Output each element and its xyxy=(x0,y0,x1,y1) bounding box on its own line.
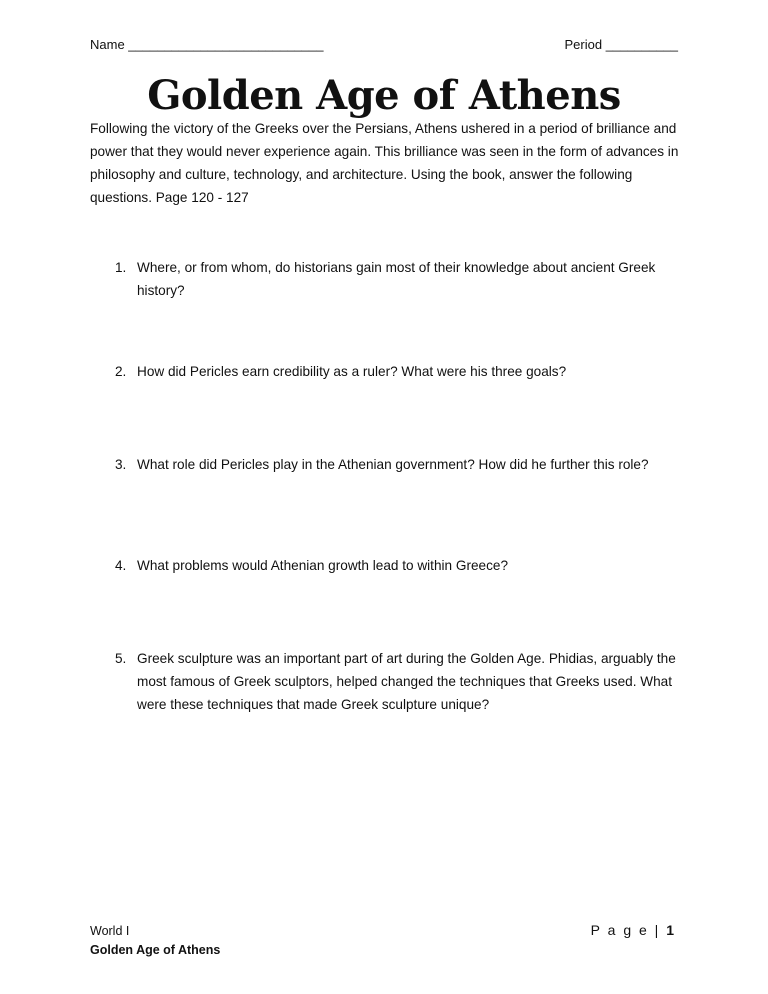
period-field-label: Period __________ xyxy=(564,37,678,52)
question-number: 5. xyxy=(115,651,127,666)
footer-doc-title: Golden Age of Athens xyxy=(90,943,221,957)
question-3 xyxy=(115,453,685,476)
question-number: 3. xyxy=(115,457,127,472)
footer-course: World I xyxy=(90,924,130,938)
page-label: P a g e | xyxy=(590,922,661,938)
question-text: What problems would Athenian growth lead to within Greece? xyxy=(137,558,509,573)
footer-page-number xyxy=(591,922,676,938)
question-text: Where, or from whom, do historians gain most of their knowledge about ancient Greek history? xyxy=(137,260,656,298)
question-2 xyxy=(115,360,685,383)
question-number: 4. xyxy=(115,558,127,573)
question-1 xyxy=(115,256,685,302)
page-number: 1 xyxy=(666,922,676,938)
question-number: 2. xyxy=(115,364,127,379)
page-title: Golden Age of Athens xyxy=(147,72,621,119)
name-field-label: Name ___________________________ xyxy=(90,37,324,52)
intro-paragraph: Following the victory of the Greeks over the Persians, Athens ushered in a period of brilliance and power that they would never experience again. This brilliance was seen in the form of advances in philosophy and culture, technology, and architecture. Using the book, answer the following questions. Page 120 - 127 xyxy=(90,121,679,205)
question-4 xyxy=(115,554,685,577)
question-text: What role did Pericles play in the Athenian government? How did he further this role? xyxy=(137,457,649,472)
question-text: Greek sculpture was an important part of art during the Golden Age. Phidias, arguably the most famous of Greek sculptors, helped changed the techniques that Greeks used. What were these techniques that made Greek sculpture unique? xyxy=(137,651,676,712)
question-number: 1. xyxy=(115,260,127,275)
question-text: How did Pericles earn credibility as a ruler? What were his three goals? xyxy=(137,364,567,379)
question-5 xyxy=(115,647,685,716)
